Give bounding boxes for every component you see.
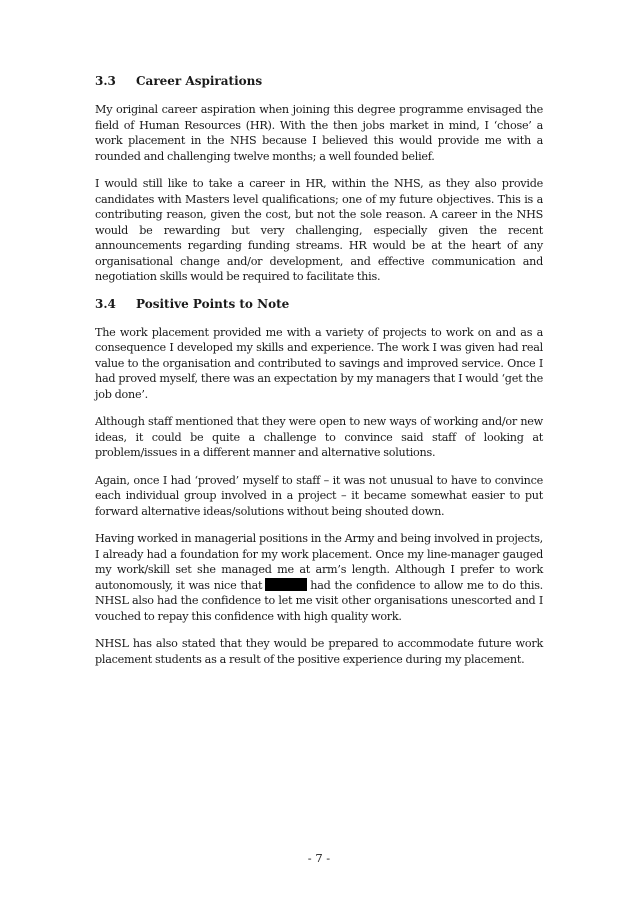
redaction-block [265, 578, 307, 591]
page-number: - 7 - [307, 851, 331, 865]
paragraph: My original career aspiration when joining this degree programme envisaged the field of Human Resources (HR). With the then jobs market in mind, I ‘chose’ a work placement in the NHS because I believed this would provide me with a rounded and challenging twelve months; a well founded belief. [95, 103, 543, 163]
paragraph: The work placement provided me with a variety of projects to work on and as a consequence I developed my skills and experience. The work I was given had real value to the organisation and contributed to savings and improved service. Once I had proved myself, there was an expectation by my managers that I would ‘get the job done’. [95, 325, 543, 401]
paragraph: NHSL has also stated that they would be prepared to accommodate future work placement students as a result of the positive experience during my placement. [95, 637, 543, 666]
page-content [95, 74, 543, 679]
section-title: Positive Points to Note [136, 296, 290, 311]
paragraph: I would still like to take a career in HR, within the NHS, as they also provide candidates with Masters level qualifications; one of my future objectives. This is a contributing reason, given the cost, but not the sole reason. A career in the NHS would be rewarding but very challenging, especially given the recent announcements regarding funding streams. HR would be at the heart of any organisational change and/or development, and effective communication and negotiation skills would be required to facilitate this. [95, 177, 543, 283]
section-heading-career-aspirations [95, 74, 543, 89]
section-number: 3.4 [95, 296, 116, 311]
section-number: 3.3 [95, 74, 116, 88]
paragraph-text-before-redaction: Having worked in managerial positions in the Army and being involved in projects, I already had a foundation for my work placement. Once my line-manager gauged my work/skill set she managed me at arm’s length. Although I prefer to work autonomously, it was nice that [95, 532, 543, 592]
paragraph-text-after-redaction: had the confidence to allow me to do this. NHSL also had the confidence to let me visit other organisations unescorted and I vouched to repay this confidence with high quality work. [95, 578, 543, 623]
paragraph-with-redaction [95, 531, 543, 624]
paragraph: Although staff mentioned that they were open to new ways of working and/or new ideas, it could be quite a challenge to convince said staff of looking at problem/issues in a different manner and alternative solutions. [95, 415, 543, 459]
section-heading-positive-points [95, 297, 543, 312]
section-title: Career Aspirations [136, 74, 263, 88]
paragraph: Again, once I had ‘proved’ myself to staff – it was not unusual to have to convince each individual group involved in a project – it became somewhat easier to put forward alternative ideas/solutions without being shouted down. [95, 473, 543, 518]
